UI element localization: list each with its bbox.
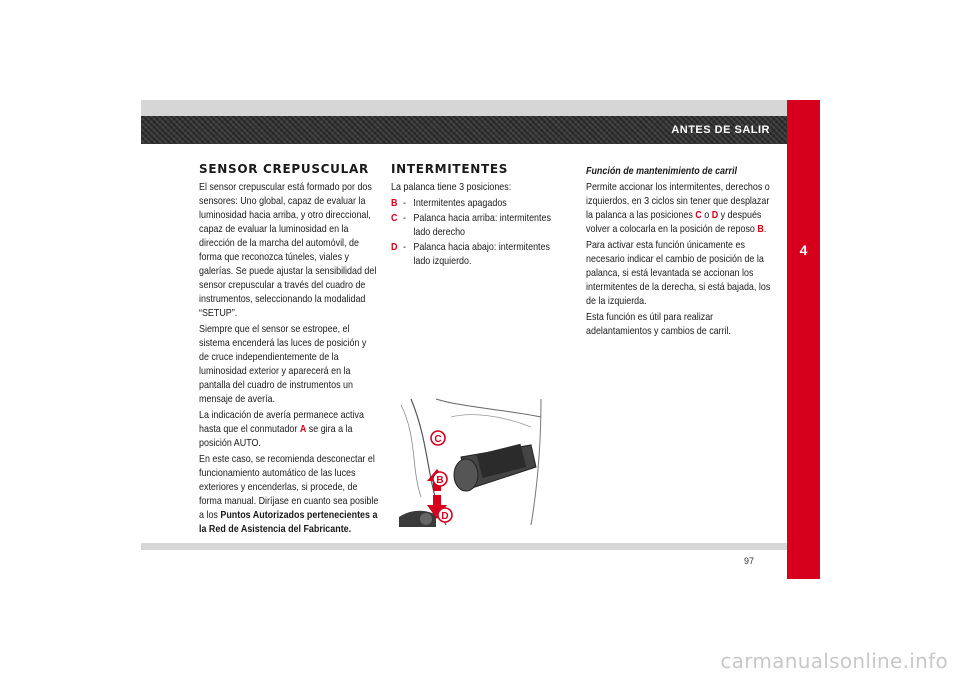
lane-change-paragraph-2: Para activar esta función únicamente es necesario indicar el cambio de posición de la palanca, si está levantada se accionan los intermitentes de la derecha, si está bajada, los de la izquierda. [586, 240, 771, 307]
item-dash: - [403, 242, 407, 253]
item-text: Palanca hacia arriba: intermitentes lado derecho [413, 213, 551, 238]
watermark: carmanualsonline.info [720, 649, 948, 673]
item-key: C [391, 213, 398, 224]
item-text: Palanca hacia abajo: intermitentes lado izquierdo. [413, 242, 550, 267]
chapter-number: 4 [799, 242, 808, 258]
item-key: B [391, 198, 398, 209]
p1-text-b: y después volver a colocarla en la posición de reposo [586, 210, 762, 235]
intermitentes-intro: La palanca tiene 3 posiciones: [391, 182, 512, 193]
list-item [391, 241, 563, 269]
item-dash: - [403, 213, 407, 224]
sensor-paragraph-2: Siempre que el sensor se estropee, el sistema encenderá las luces de posición y de cruce independientemente de la luminosidad exterior y aparecerá en la pantalla del cuadro de instrumentos un mensaje de avería. [199, 324, 367, 405]
sensor-paragraph-3 [199, 409, 379, 451]
page-number: 97 [744, 556, 755, 566]
sensor-crepuscular-section [199, 162, 379, 539]
intermitentes-section [391, 162, 563, 270]
list-item [391, 212, 563, 240]
lane-change-section [586, 165, 772, 341]
list-item [391, 197, 563, 211]
p1-text-a: Permite accionar los intermitentes, derechos o izquierdos, en 3 ciclos sin tener que desplazar la palanca a las posiciones [586, 182, 770, 221]
footer-band [141, 543, 787, 550]
position-key-c: C [695, 210, 702, 221]
item-key: D [391, 242, 398, 253]
figure-label-b: B [436, 475, 444, 486]
p3-text-a: La indicación de avería permanece activa hasta que el conmutador [199, 410, 364, 435]
turn-signal-lever-illustration [391, 397, 550, 527]
lane-change-paragraph-3: Esta función es útil para realizar adelantamientos y cambios de carril. [586, 312, 732, 337]
lane-change-subtitle: Función de mantenimiento de carril [586, 166, 737, 177]
figure-label-c: C [434, 434, 442, 445]
item-text: Intermitentes apagados [413, 198, 507, 209]
lane-change-paragraph-1 [586, 181, 772, 237]
section-title: ANTES DE SALIR [671, 124, 770, 136]
p1-text-o: o [701, 210, 712, 221]
p1-text-end: . [763, 224, 767, 235]
sensor-paragraph-1: El sensor crepuscular está formado por dos sensores: Uno global, capaz de evaluar la luminosidad hacia arriba, y otro direccional, capaz de evaluar la luminosidad en la dirección de la marcha del automóvil, de forma que reconozca túneles, viales y galerías. Se puede ajustar la sensibilidad del sensor crepuscular a través del cuadro de instrumentos, seleccionando la modalidad “SETUP”. [199, 182, 377, 319]
sensor-paragraph-4 [199, 453, 379, 537]
figure-label-d: D [441, 511, 449, 522]
header-band [141, 100, 787, 116]
item-dash: - [403, 198, 407, 209]
intermitentes-title: INTERMITENTES [391, 162, 509, 176]
chapter-tab [787, 100, 820, 579]
position-key-d: D [711, 210, 719, 221]
position-key-b: B [757, 224, 764, 235]
switch-key-a: A [299, 424, 307, 435]
p4-bold-text: Puntos Autorizados pertenecientes a la Red de Asistencia del Fabricante. [199, 510, 378, 535]
p4-text-a: En este caso, se recomienda desconectar el funcionamiento automático de las luces exteriores y encenderlas, si procede, de forma manual. Diríjase en cuanto sea posible a los [199, 454, 379, 521]
sensor-title: SENSOR CREPUSCULAR [199, 162, 369, 176]
p3-text-b: se gira a la posición AUTO. [199, 424, 353, 449]
